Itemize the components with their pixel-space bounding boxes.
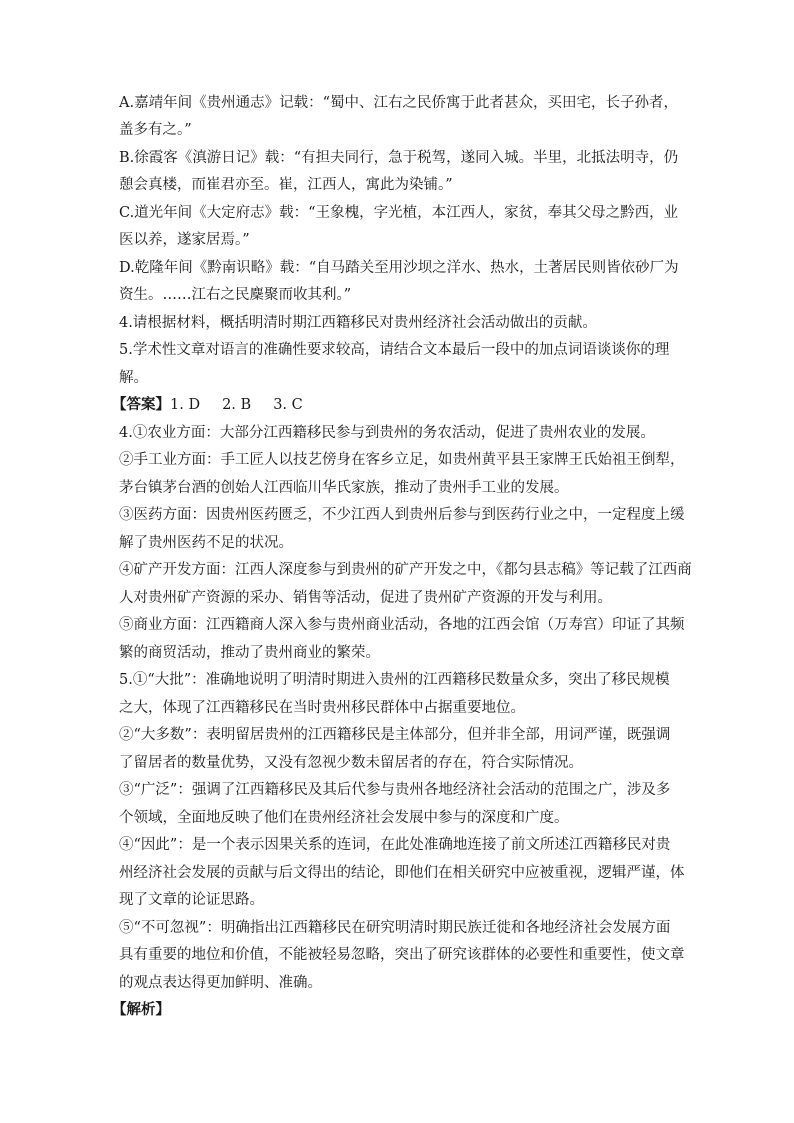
answer-4-item-3-line-2: 解了贵州医药不足的状况。 bbox=[119, 535, 293, 551]
answer-4-item-2-line-1: ②手工业方面：手工匠人以技艺傍身在客乡立足，如贵州黄平县王家牌王氏始祖王倒犁， bbox=[119, 452, 685, 468]
option-d-line-2: 资生。……江右之民麇聚而收其利。” bbox=[119, 287, 352, 303]
answer-5-item-3-line-1: ③“广泛”：强调了江西籍移民及其后代参与贵州各地经济社会活动的范围之广，涉及多 bbox=[119, 782, 671, 798]
answer-3: 3. C bbox=[273, 397, 303, 413]
answer-4-item-4-line-1: ④矿产开发方面：江西人深度参与到贵州的矿产开发之中，《都匀县志稿》等记载了江西商 bbox=[119, 562, 692, 578]
question-4: 4.请根据材料，概括明清时期江西籍移民对贵州经济社会活动做出的贡献。 bbox=[119, 315, 597, 331]
answer-5-item-5-line-3: 的观点表达得更加鲜明、准确。 bbox=[119, 975, 322, 991]
answer-4-item-1: 4.①农业方面：大部分江西籍移民参与到贵州的务农活动，促进了贵州农业的发展。 bbox=[119, 425, 655, 441]
answer-1: 1. D bbox=[170, 397, 201, 413]
question-5-line-1: 5.学术性文章对语言的准确性要求较高，请结合文本最后一段中的加点词语谈谈你的理 bbox=[119, 342, 670, 358]
answer-label: 【答案】 bbox=[112, 396, 170, 413]
answer-5-item-4-line-2: 州经济社会发展的贡献与后文得出的结论，即他们在相关研究中应被重视，逻辑严谨，体 bbox=[119, 865, 685, 881]
answer-5-item-1-line-2: 之大，体现了江西籍移民在当时贵州移民群体中占据重要地位。 bbox=[119, 700, 525, 716]
analysis-label: 【解析】 bbox=[112, 1001, 170, 1018]
answer-4-item-4-line-2: 人对贵州矿产资源的采办、销售等活动，促进了贵州矿产资源的开发与利用。 bbox=[119, 590, 612, 606]
option-b-line-2: 憩会真楼，而崔君亦至。崔，江西人，寓此为染铺。” bbox=[119, 177, 453, 193]
answer-4-item-3-line-1: ③医药方面：因贵州医药匮乏，不少江西人到贵州后参与到医药行业之中，一定程度上缓 bbox=[119, 507, 685, 523]
answer-5-item-1-line-1: 5.①“大批”：准确地说明了明清时期进入贵州的江西籍移民数量众多，突出了移民规模 bbox=[119, 672, 670, 688]
answer-4-item-2-line-2: 茅台镇茅台酒的创始人江西临川华氏家族，推动了贵州手工业的发展。 bbox=[119, 480, 569, 496]
answer-4-item-5-line-2: 繁的商贸活动，推动了贵州商业的繁荣。 bbox=[119, 645, 380, 661]
answer-5-item-5-line-2: 具有重要的地位和价值，不能被轻易忽略，突出了研究该群体的必要性和重要性，使文章 bbox=[119, 947, 685, 963]
option-b-line-1: B.徐霞客《滇游日记》载：“有担夫同行，急于税驾，遂同入城。半里，北抵法明寺，仍 bbox=[119, 150, 679, 166]
option-c-line-1: C.道光年间《大定府志》载：“王象槐，字光植，本江西人，家贫，奉其父母之黔西，业 bbox=[119, 205, 679, 221]
answer-5-item-2-line-1: ②“大多数”：表明留居贵州的江西籍移民是主体部分，但并非全部，用词严谨，既强调 bbox=[119, 727, 671, 743]
option-d-line-1: D.乾隆年间《黔南识略》载：“自马踏关至用沙坝之洋水、热水，土著居民则皆依砂厂为 bbox=[119, 260, 679, 276]
option-c-line-2: 医以养，遂家居焉。” bbox=[119, 232, 250, 248]
question-5-line-2: 解。 bbox=[119, 370, 148, 386]
answer-5-item-3-line-2: 个领域，全面地反映了他们在贵州经济社会发展中参与的深度和广度。 bbox=[119, 810, 569, 826]
answer-5-item-4-line-3: 现了文章的论证思路。 bbox=[119, 892, 264, 908]
answer-4-item-5-line-1: ⑤商业方面：江西籍商人深入参与贵州商业活动，各地的江西会馆（万寿宫）印证了其频 bbox=[119, 617, 685, 633]
answer-5-item-5-line-1: ⑤“不可忽视”：明确指出江西籍移民在研究明清时期民族迁徙和各地经济社会发展方面 bbox=[119, 920, 671, 936]
option-a-line-1: A.嘉靖年间《贵州通志》记载：“蜀中、江右之民侨寓于此者甚众，买田宅，长子孙者， bbox=[119, 95, 678, 111]
option-a-line-2: 盖多有之。” bbox=[119, 122, 192, 138]
answer-2: 2. B bbox=[222, 397, 252, 413]
answer-5-item-2-line-2: 了留居者的数量优势，又没有忽视少数未留居者的存在，符合实际情况。 bbox=[119, 755, 583, 771]
answer-5-item-4-line-1: ④“因此”：是一个表示因果关系的连词，在此处准确地连接了前文所述江西籍移民对贵 bbox=[119, 837, 671, 853]
answer-line bbox=[112, 392, 303, 418]
